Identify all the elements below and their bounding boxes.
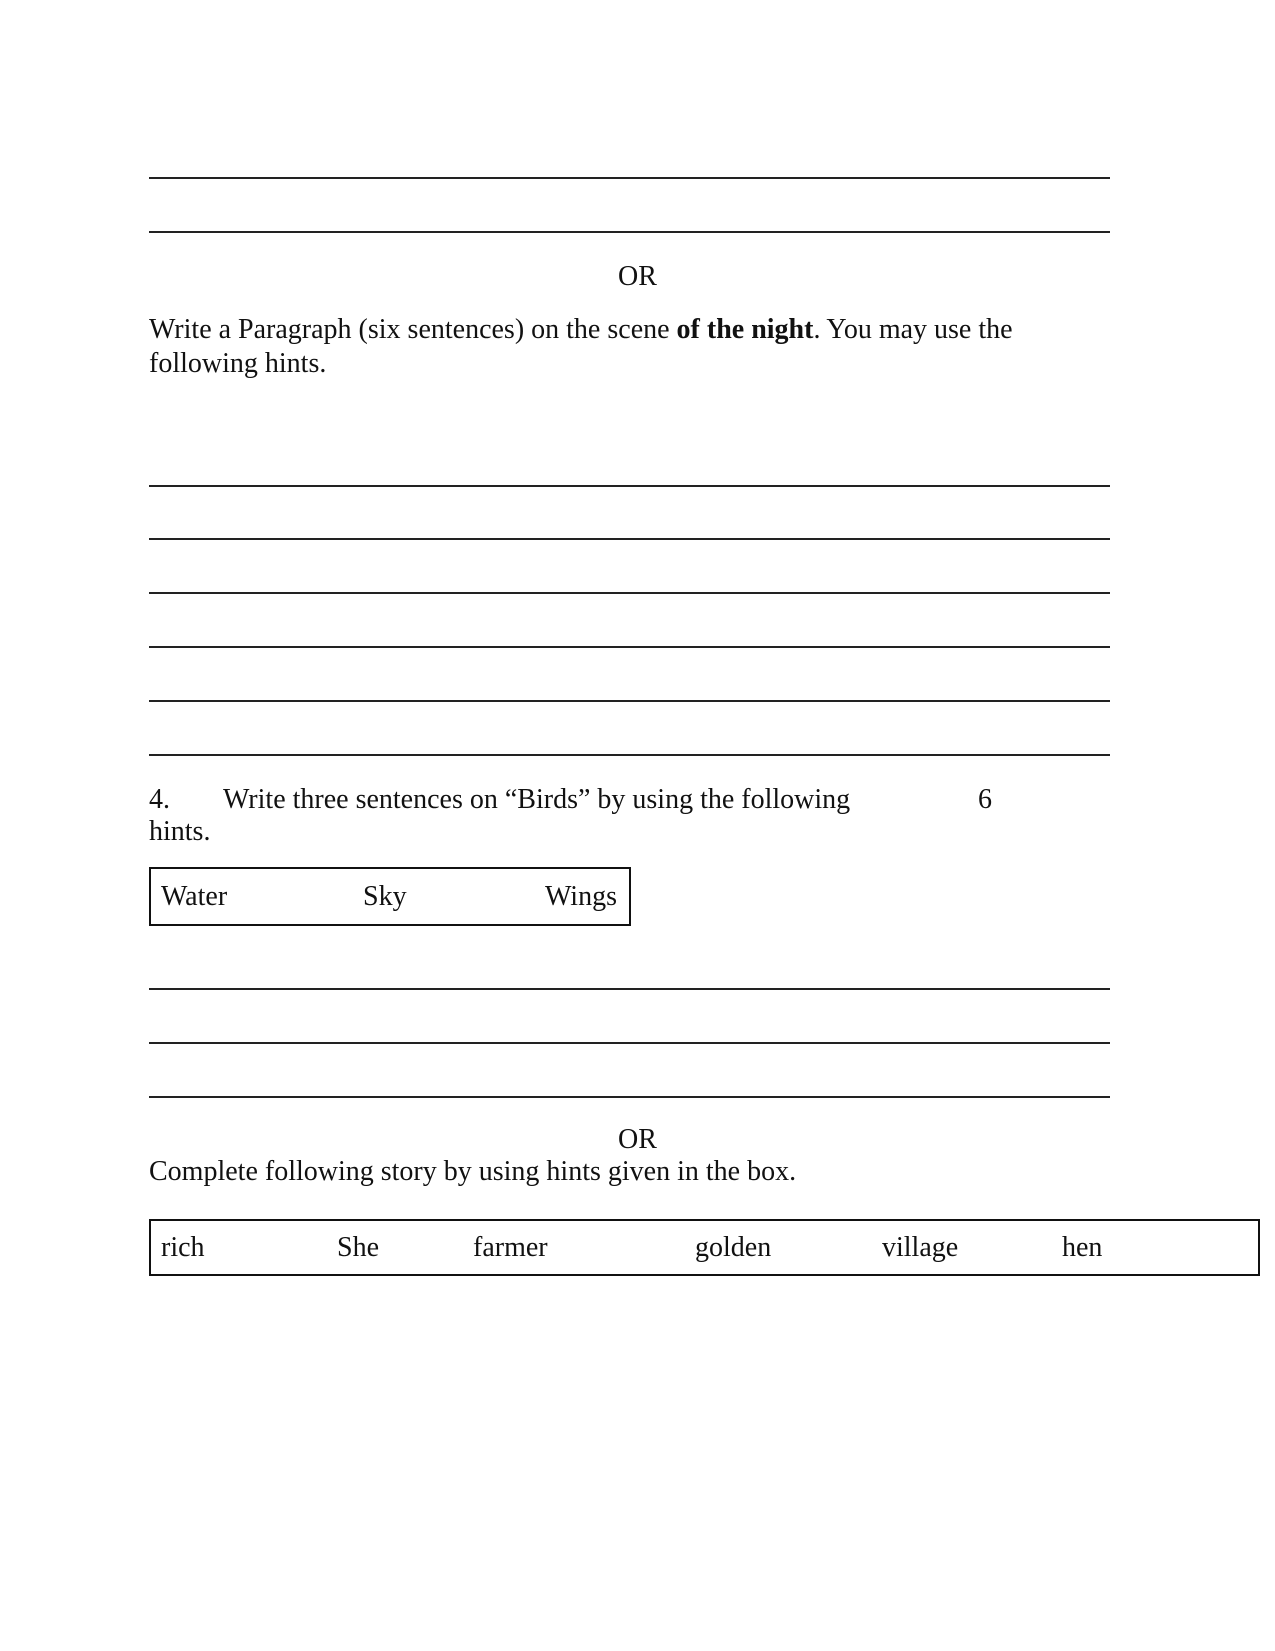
story-hint-word: rich (161, 1232, 205, 1263)
answer-line[interactable] (149, 1096, 1110, 1098)
answer-line[interactable] (149, 485, 1110, 487)
answer-line[interactable] (149, 700, 1110, 702)
question-number: 4. (149, 784, 170, 815)
hint-box (149, 867, 631, 926)
paragraph-prompt-line2: following hints. (149, 348, 327, 379)
story-hint-word: She (337, 1232, 379, 1263)
answer-line[interactable] (149, 538, 1110, 540)
answer-line[interactable] (149, 646, 1110, 648)
or-divider: OR (618, 1124, 657, 1155)
question-text-line2: hints. (149, 816, 211, 847)
answer-line[interactable] (149, 988, 1110, 990)
or-divider: OR (618, 261, 657, 292)
answer-line[interactable] (149, 177, 1110, 179)
story-hint-box (149, 1219, 1260, 1276)
hint-word: Wings (545, 881, 617, 912)
answer-line[interactable] (149, 231, 1110, 233)
story-hint-word: hen (1062, 1232, 1103, 1263)
answer-line[interactable] (149, 1042, 1110, 1044)
paragraph-prompt-text-end: . You may use the (813, 314, 1013, 345)
story-hint-word: golden (695, 1232, 772, 1263)
story-hint-word: farmer (473, 1232, 548, 1263)
paragraph-prompt (149, 313, 1013, 347)
paragraph-prompt-text: Write a Paragraph (six sentences) on the scene (149, 314, 677, 345)
answer-line[interactable] (149, 754, 1110, 756)
question-marks: 6 (978, 784, 992, 815)
story-prompt: Complete following story by using hints given in the box. (149, 1156, 797, 1187)
question-text: Write three sentences on “Birds” by using the following (223, 784, 851, 815)
paragraph-prompt-bold: of the night (676, 314, 814, 345)
hint-word: Sky (363, 881, 407, 912)
story-hint-word: village (882, 1232, 959, 1263)
hint-word: Water (161, 881, 228, 912)
answer-line[interactable] (149, 592, 1110, 594)
